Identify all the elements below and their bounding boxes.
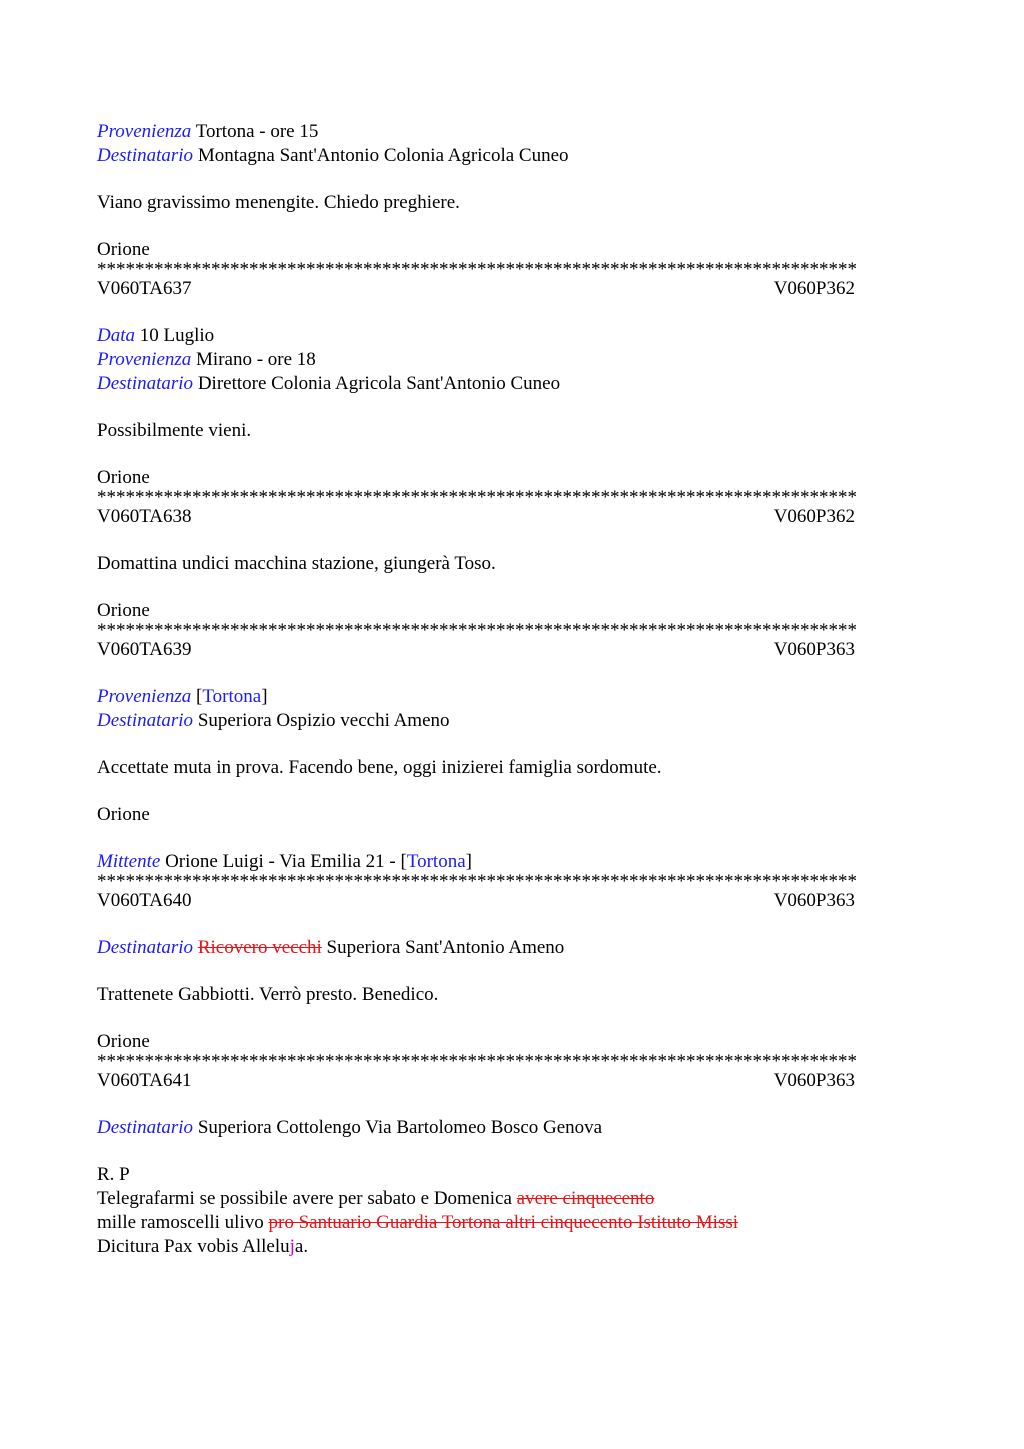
record-id: V060TA638 [97,506,192,527]
text-segment: a. [294,1236,309,1257]
separator: ******************************************************************************** [97,874,857,889]
signature: Orione [97,804,150,825]
record-id: V060TA640 [97,890,192,911]
mittente-place: Tortona [406,851,466,872]
telegram-document [97,120,927,1259]
destinatario-value: Superiora Cottolengo Via Bartolomeo Bosco Genova [197,1117,603,1138]
telegram-text: Viano gravissimo menengite. Chiedo preghiere. [97,192,460,213]
telegram-text-line [97,1211,927,1235]
page-ref: V060P363 [773,1070,855,1091]
page-ref: V060P363 [773,639,855,660]
telegram-text-line [97,1235,927,1259]
destinatario-line [97,709,927,733]
mittente-value: Orione Luigi - Via Emilia 21 - [ [165,851,407,872]
record-id-row [97,277,855,301]
page-ref: V060P362 [773,278,855,299]
provenienza-label: Provenienza [97,349,192,370]
mittente-label: Mittente [97,851,161,872]
destinatario-line [97,1116,927,1140]
text-segment: Telegrafarmi se possibile avere per sabato e Domenica [97,1188,512,1209]
mittente-line [97,850,927,874]
destinatario-line [97,936,927,960]
provenienza-line [97,348,927,372]
provenienza-label: Provenienza [97,121,192,142]
provenienza-line [97,120,927,144]
text-segment: mille ramoscelli ulivo [97,1212,264,1233]
record-id: V060TA641 [97,1070,192,1091]
separator: ******************************************************************************** [97,262,857,277]
corrected-letter: j [289,1236,295,1257]
separator: ******************************************************************************** [97,490,857,505]
deleted-text: pro Santuario Guardia Tortona altri cinquecento Istituto Missi [268,1212,739,1233]
signature: Orione [97,467,150,488]
provenienza-value: Tortona - ore 15 [195,121,319,142]
record-id-row [97,505,855,529]
page-ref: V060P363 [773,890,855,911]
bracket-open: [ [196,686,203,707]
destinatario-label: Destinatario [97,373,194,394]
record-id-row [97,1069,855,1093]
destinatario-line [97,144,927,168]
destinatario-label: Destinatario [97,710,194,731]
record-id: V060TA637 [97,278,192,299]
signature: Orione [97,600,150,621]
telegram-text: Possibilmente vieni. [97,420,252,441]
telegram-text-line [97,1187,927,1211]
destinatario-value: Superiora Ospizio vecchi Ameno [197,710,450,731]
destinatario-value: Montagna Sant'Antonio Colonia Agricola Cuneo [197,145,569,166]
provenienza-value: Mirano - ore 18 [196,349,316,370]
destinatario-value: Superiora Sant'Antonio Ameno [326,937,565,958]
data-value: 10 Luglio [139,325,215,346]
bracket-close: ] [261,686,268,707]
telegram-text: Trattenete Gabbiotti. Verrò presto. Benedico. [97,984,439,1005]
destinatario-line [97,372,927,396]
signature: Orione [97,1031,150,1052]
data-line [97,324,927,348]
deleted-text: avere cinquecento [516,1188,655,1209]
salutation: R. P [97,1164,130,1185]
text-segment: Dicitura Pax vobis Allelu [97,1236,290,1257]
destinatario-label: Destinatario [97,1117,194,1138]
provenienza-line [97,685,927,709]
destinatario-value: Direttore Colonia Agricola Sant'Antonio Cuneo [197,373,561,394]
telegram-text: Domattina undici macchina stazione, giungerà Toso. [97,553,496,574]
record-id: V060TA639 [97,639,192,660]
data-label: Data [97,325,135,346]
record-id-row [97,889,855,913]
mittente-close: ] [465,851,472,872]
separator: ******************************************************************************** [97,623,857,638]
telegram-text: Accettate muta in prova. Facendo bene, oggi inizierei famiglia sordomute. [97,757,662,778]
separator: ******************************************************************************** [97,1054,857,1069]
provenienza-label: Provenienza [97,686,192,707]
deleted-text: Ricovero vecchi [197,937,322,958]
signature: Orione [97,239,150,260]
provenienza-place: Tortona [202,686,262,707]
page-ref: V060P362 [773,506,855,527]
destinatario-label: Destinatario [97,145,194,166]
destinatario-label: Destinatario [97,937,194,958]
record-id-row [97,638,855,662]
